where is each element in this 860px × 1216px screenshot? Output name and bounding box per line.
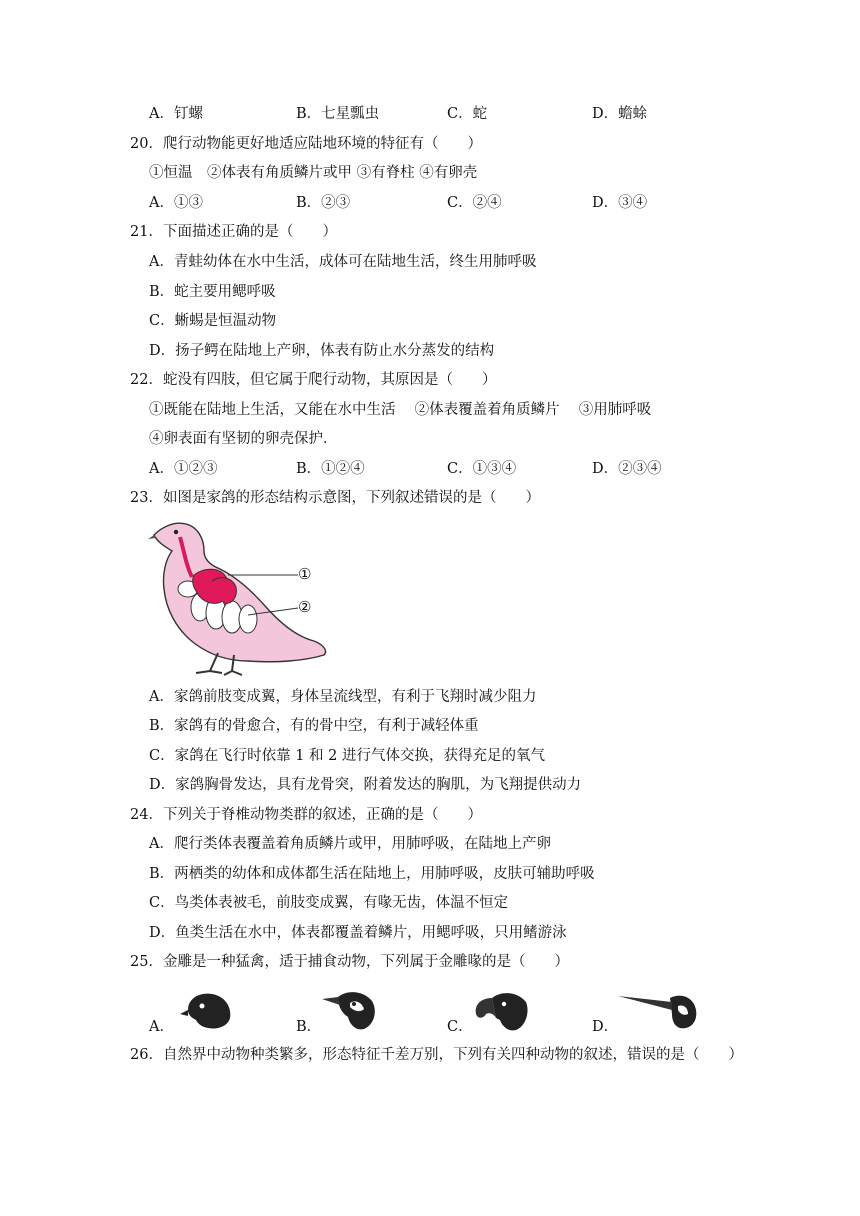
beak-a-icon [178, 988, 236, 1034]
q20-items: ①恒温 ②体表有角质鳞片或甲 ③有脊柱 ④有卵壳 [149, 165, 478, 181]
q21-option-c: C．蜥蜴是恒温动物 [149, 313, 277, 329]
q25-option-d: D． [592, 1019, 619, 1035]
q25-option-a: A． [149, 1019, 174, 1035]
q23-option-a: A．家鸽前肢变成翼，身体呈流线型，有利于飞翔时减少阻力 [149, 689, 537, 705]
figure-label-1: ① [298, 565, 312, 583]
q20-stem: 20．爬行动物能更好地适应陆地环境的特征有（ ） [130, 136, 482, 152]
q19-option-a: A．钉螺 [149, 106, 203, 122]
q22-option-d: D．②③④ [592, 461, 662, 477]
q24-option-a: A．爬行类体表覆盖着角质鳞片或甲，用肺呼吸，在陆地上产卵 [149, 836, 551, 852]
q19-option-b: B．七星瓢虫 [296, 106, 380, 122]
q21-option-a: A．青蛙幼体在水中生活，成体可在陆地生活，终生用肺呼吸 [149, 254, 537, 270]
q21-option-b: B．蛇主要用鳃呼吸 [149, 284, 276, 300]
figure-label-2: ② [298, 598, 312, 616]
q23-option-d: D．家鸽胸骨发达，具有龙骨突，附着发达的胸肌，为飞翔提供动力 [149, 777, 582, 793]
q23-option-c: C．家鸽在飞行时依靠 1 和 2 进行气体交换，获得充足的氧气 [149, 748, 545, 764]
pigeon-figure [148, 515, 338, 677]
q21-stem: 21．下面描述正确的是（ ） [130, 224, 337, 240]
pigeon-diagram-icon [148, 515, 338, 677]
q24-option-c: C．鸟类体表被毛，前肢变成翼，有喙无齿，体温不恒定 [149, 895, 509, 911]
q19-option-c: C．蛇 [447, 106, 488, 122]
q19-option-d: D．蟾蜍 [592, 106, 648, 122]
q22-option-c: C．①③④ [447, 461, 517, 477]
beak-c-icon [470, 988, 530, 1036]
q25-option-b: B． [296, 1019, 322, 1035]
q24-option-d: D．鱼类生活在水中，体表都覆盖着鳞片，用鳃呼吸，只用鳍游泳 [149, 925, 567, 941]
q25-stem: 25．金雕是一种猛禽，适于捕食动物，下列属于金雕喙的是（ ） [130, 954, 569, 970]
q20-option-d: D．③④ [592, 195, 648, 211]
q24-stem: 24．下列关于脊椎动物类群的叙述，正确的是（ ） [130, 807, 482, 823]
q23-stem: 23．如图是家鸽的形态结构示意图，下列叙述错误的是（ ） [130, 490, 540, 506]
q22-option-b: B．①②④ [296, 461, 365, 477]
q22-items-line1: ①既能在陆地上生活，又能在水中生活 ②体表覆盖着角质鳞片 ③用肺呼吸 [149, 402, 652, 418]
q21-option-d: D．扬子鳄在陆地上产卵，体表有防止水分蒸发的结构 [149, 343, 495, 359]
beak-b-icon [320, 985, 380, 1035]
q22-items-line2: ④卵表面有坚韧的卵壳保护． [149, 431, 338, 447]
q22-option-a: A．①②③ [149, 461, 218, 477]
q20-option-a: A．①③ [149, 195, 203, 211]
q25-option-c: C． [447, 1019, 473, 1035]
q23-option-b: B．家鸽有的骨愈合，有的骨中空，有利于减轻体重 [149, 718, 479, 734]
beak-d-icon [616, 988, 700, 1036]
q24-option-b: B．两栖类的幼体和成体都生活在陆地上，用肺呼吸，皮肤可辅助呼吸 [149, 866, 595, 882]
q22-stem: 22．蛇没有四肢，但它属于爬行动物，其原因是（ ） [130, 372, 497, 388]
q20-option-b: B．②③ [296, 195, 351, 211]
q20-option-c: C．②④ [447, 195, 502, 211]
q26-stem: 26．自然界中动物种类繁多，形态特征千差万别，下列有关四种动物的叙述，错误的是（ ） [130, 1047, 743, 1063]
